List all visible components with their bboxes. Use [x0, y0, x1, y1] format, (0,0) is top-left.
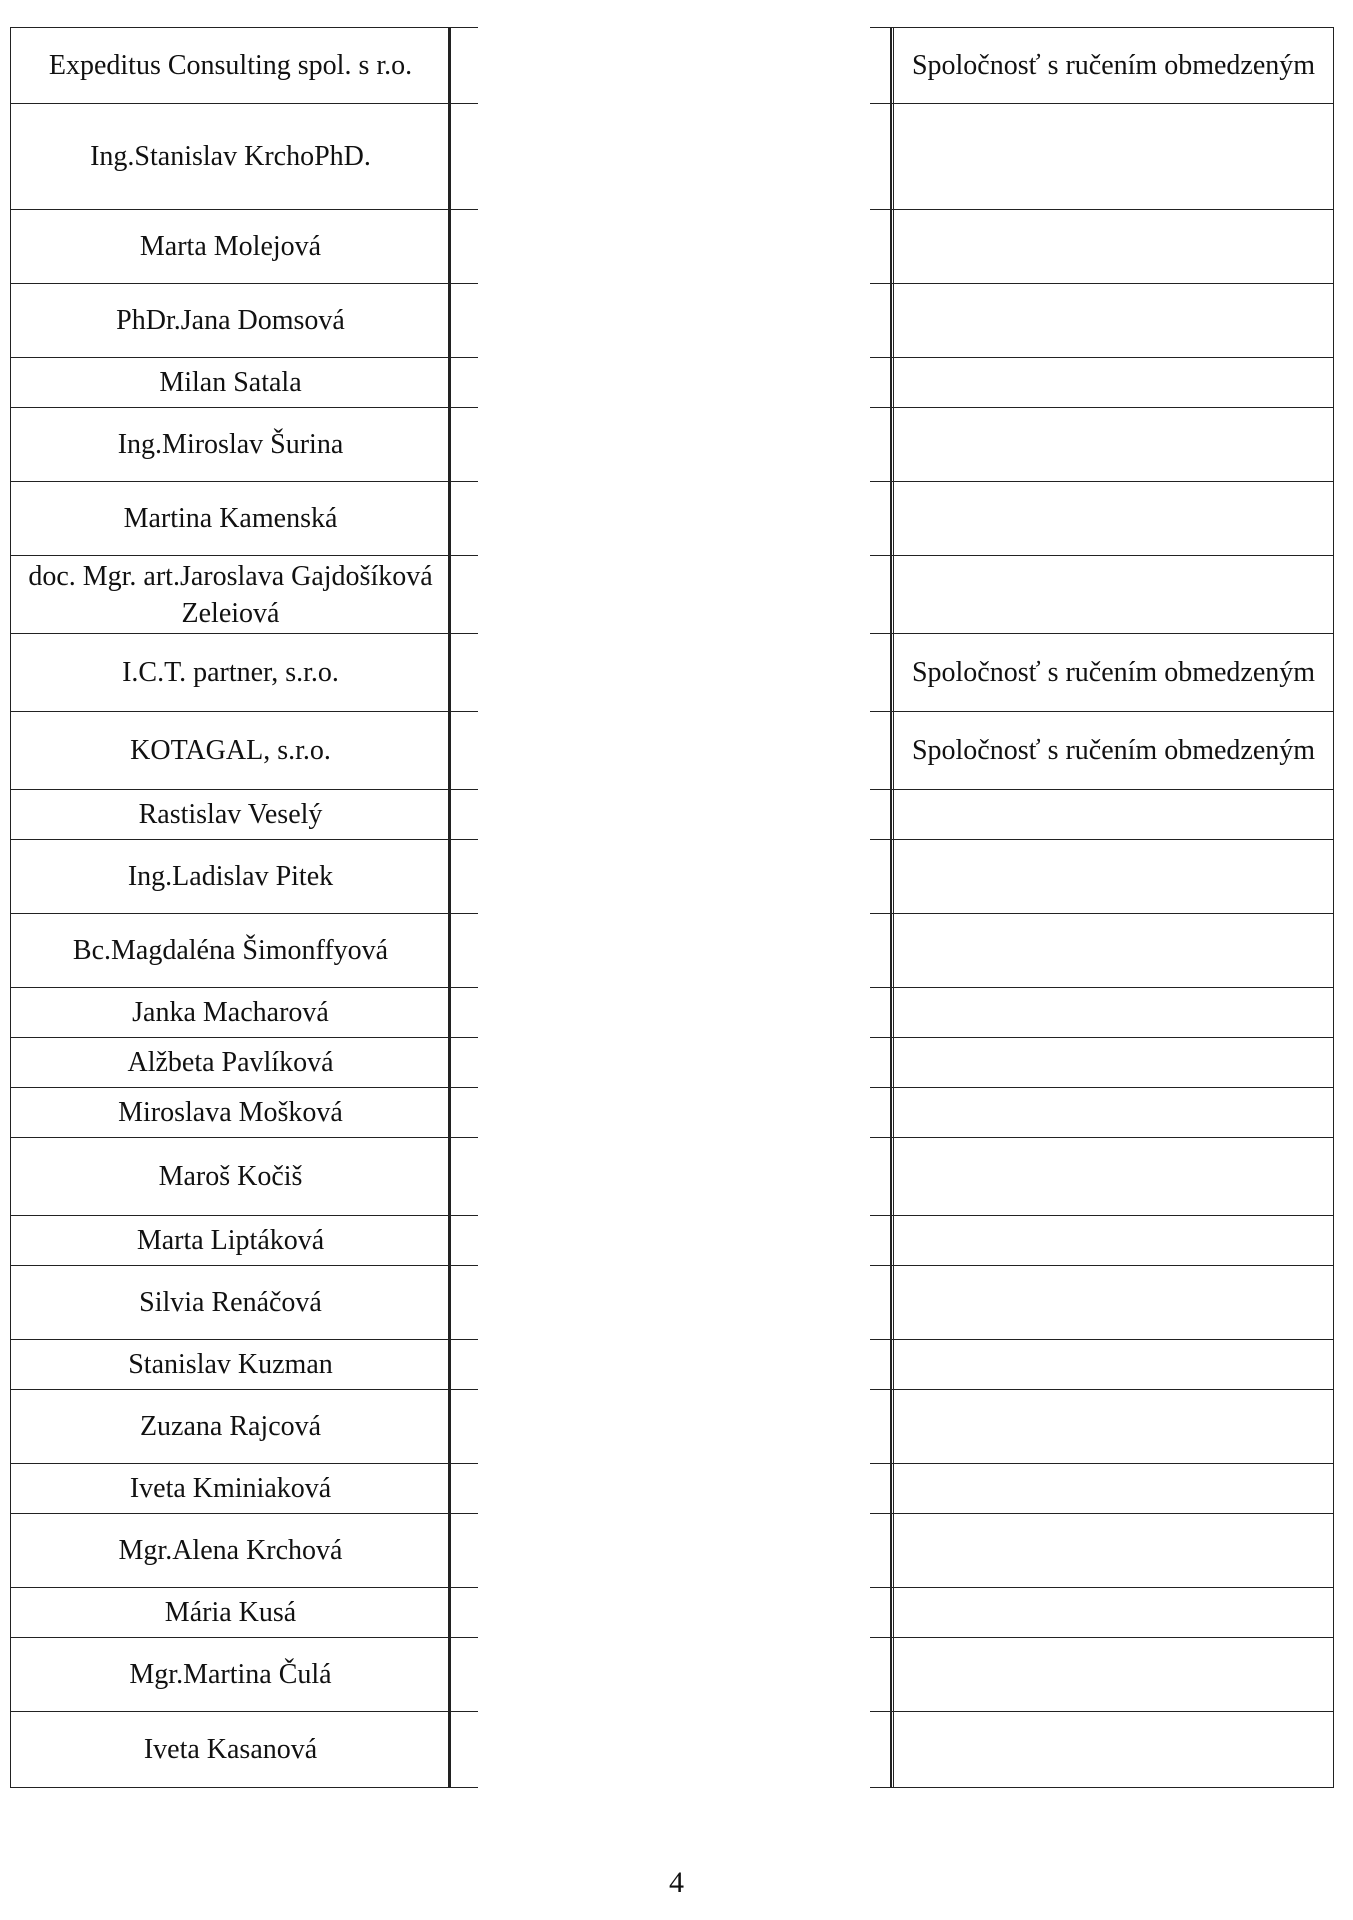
entity-name-cell: Janka Macharová — [11, 988, 451, 1038]
entity-name-cell: Ing.Ladislav Pitek — [11, 840, 451, 914]
legal-form-cell: Spoločnosť s ručením obmedzeným — [894, 28, 1334, 104]
legal-form-cell — [894, 1514, 1334, 1588]
entity-name-cell: Marta Molejová — [11, 210, 451, 284]
entity-name-cell: Alžbeta Pavlíková — [11, 1038, 451, 1088]
entity-name-cell: Ing.Stanislav KrchoPhD. — [11, 104, 451, 210]
legal-form-cell — [894, 1340, 1334, 1390]
legal-form-cell — [894, 210, 1334, 284]
legal-form-cell — [894, 482, 1334, 556]
entity-name-cell: I.C.T. partner, s.r.o. — [11, 634, 451, 712]
entity-name-cell: Rastislav Veselý — [11, 790, 451, 840]
legal-form-cell — [894, 284, 1334, 358]
entity-name-cell: Martina Kamenská — [11, 482, 451, 556]
legal-form-cell — [894, 1088, 1334, 1138]
legal-form-cell — [894, 1712, 1334, 1788]
entity-name-cell: PhDr.Jana Domsová — [11, 284, 451, 358]
legal-form-cell — [894, 914, 1334, 988]
entity-name-cell: Mária Kusá — [11, 1588, 451, 1638]
page-number: 4 — [669, 1866, 684, 1899]
entity-name-cell: Iveta Kasanová — [11, 1712, 451, 1788]
legal-form-cell — [894, 1216, 1334, 1266]
column-divider-left — [448, 27, 450, 1787]
entity-name-cell: Zuzana Rajcová — [11, 1390, 451, 1464]
legal-form-cell — [894, 1138, 1334, 1216]
entity-name-cell: Milan Satala — [11, 358, 451, 408]
entity-name-cell: Ing.Miroslav Šurina — [11, 408, 451, 482]
entity-name-cell: Maroš Kočiš — [11, 1138, 451, 1216]
legal-form-cell — [894, 988, 1334, 1038]
legal-form-cell — [894, 104, 1334, 210]
entity-name-cell: Iveta Kminiaková — [11, 1464, 451, 1514]
entity-name-cell: Silvia Renáčová — [11, 1266, 451, 1340]
entity-name-cell: Stanislav Kuzman — [11, 1340, 451, 1390]
legal-form-cell: Spoločnosť s ručením obmedzeným — [894, 712, 1334, 790]
entity-name-cell: Mgr.Alena Krchová — [11, 1514, 451, 1588]
legal-form-cell — [894, 790, 1334, 840]
legal-form-cell — [894, 1588, 1334, 1638]
entity-name-cell: Mgr.Martina Čulá — [11, 1638, 451, 1712]
legal-form-cell — [894, 1638, 1334, 1712]
legal-form-cell — [894, 1390, 1334, 1464]
legal-form-cell — [894, 1464, 1334, 1514]
legal-form-cell: Spoločnosť s ručením obmedzeným — [894, 634, 1334, 712]
entity-name-cell: Bc.Magdaléna Šimonffyová — [11, 914, 451, 988]
column-divider-right — [890, 27, 892, 1787]
entity-name-cell: doc. Mgr. art.Jaroslava Gajdošíková Zeleiová — [11, 556, 451, 634]
legal-form-cell — [894, 1038, 1334, 1088]
legal-form-cell — [894, 358, 1334, 408]
legal-form-cell — [894, 556, 1334, 634]
legal-form-cell — [894, 840, 1334, 914]
entity-name-cell: Expeditus Consulting spol. s r.o. — [11, 28, 451, 104]
legal-form-cell — [894, 1266, 1334, 1340]
legal-form-cell — [894, 408, 1334, 482]
entity-name-cell: KOTAGAL, s.r.o. — [11, 712, 451, 790]
redacted-column — [478, 20, 870, 1788]
entity-name-cell: Marta Liptáková — [11, 1216, 451, 1266]
entity-name-cell: Miroslava Mošková — [11, 1088, 451, 1138]
